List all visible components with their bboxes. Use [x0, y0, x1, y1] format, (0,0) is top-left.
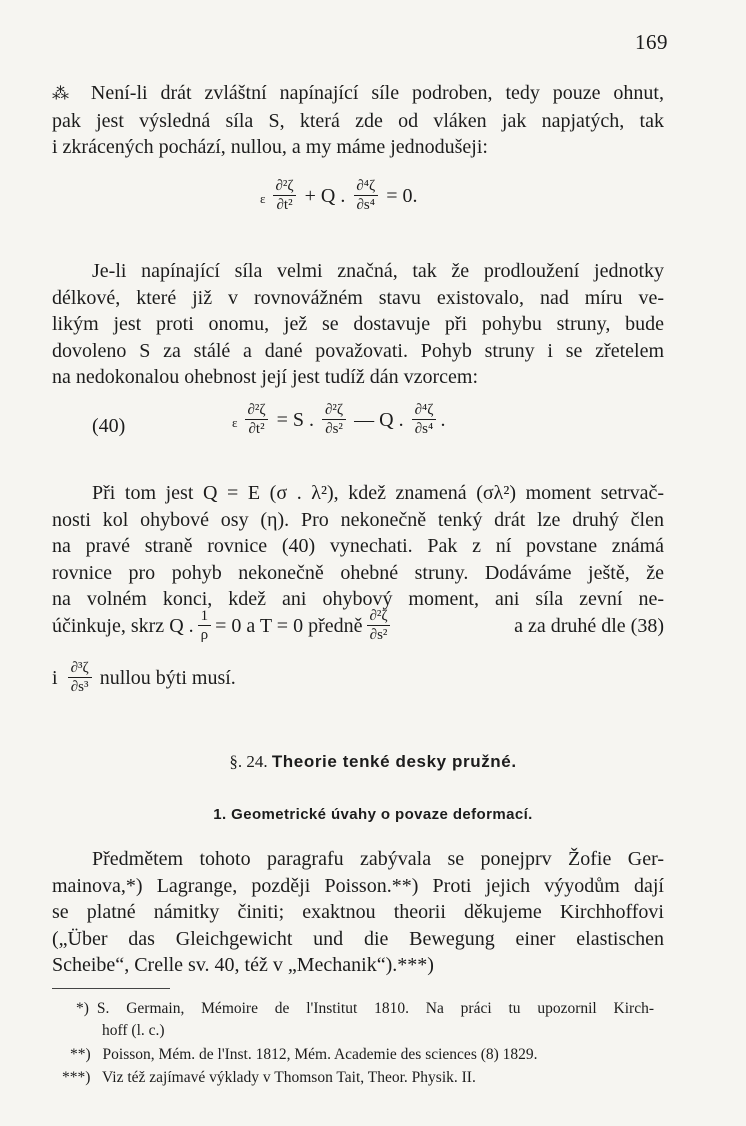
paragraph-1 — [52, 80, 664, 161]
fraction: $\frac{\text{∂²ζ}}{\text{∂s²}}$ — [366, 608, 390, 644]
paragraph-line: i zkrácených pochází, nullou, a my máme jednodušeji: — [52, 136, 488, 158]
footnote-1: *) S. Germain, Mémoire de l'Institut 1810. Na práci tu upozornil Kirch- — [76, 1000, 654, 1017]
paragraph-line: mainova,*) Lagrange, později Poisson.**) Proti jejich výyodům dají — [52, 874, 664, 897]
fraction: $\frac{\text{∂²ζ}}{\text{∂t²}}$ — [247, 402, 266, 437]
fraction: $\frac{\text{∂⁴ζ}}{\text{∂s⁴}}$ — [412, 402, 437, 438]
paragraph-line: ⁂ Není-li drát zvláštní napínající síle podroben, tedy pouze ohnut, — [52, 82, 664, 104]
paragraph-line-fractions: účinkuje, skrz Q . $\frac{1}{\rho}$ = 0 a T = 0 předně $\frac{\text{∂²ζ}}{\text{∂s²}}$ a za druhé dle (38) — [52, 608, 664, 643]
equation-label: (40) — [92, 415, 126, 437]
paragraph-line: likým jest proti onomu, jež se dostavuje při pohybu struny, bude — [52, 313, 664, 335]
fraction: $\frac{\text{∂⁴ζ}}{\text{∂s⁴}}$ — [353, 178, 378, 214]
fraction: $\frac{\text{∂²ζ}}{\text{∂s²}}$ — [322, 402, 346, 438]
subsection-heading: 1. Geometrické úvahy o povaze deformací. — [213, 806, 533, 823]
section-heading: §. 24. Theorie tenké desky pružné. — [229, 752, 517, 771]
equation-40: ε $\frac{\text{∂²ζ}}{\text{∂t²}}$ = S . $\frac{\text{∂²ζ}}{\text{∂s²}}$ — Q . $\frac{\text{∂⁴ζ}}{\text{∂s⁴}}$ . — [232, 402, 446, 437]
footnote-1-cont: hoff (l. c.) — [102, 1022, 165, 1039]
paragraph-line: Při tom jest Q = E (σ . λ²), kdež znamená (σλ²) moment setrvač- — [92, 482, 664, 504]
paragraph-4 — [52, 846, 664, 979]
paragraph-line: délkové, které již v rovnovážném stavu existovalo, nad míru ve- — [52, 286, 664, 309]
paragraph-3 — [52, 480, 664, 613]
page-number: 169 — [635, 30, 668, 54]
paragraph-line: („Über das Gleichgewicht und die Bewegung einer elastischen — [52, 927, 664, 950]
paragraph-line: nosti kol ohybové osy (η). Pro nekonečně tenký drát lze druhý člen — [52, 508, 664, 531]
paragraph-line: se platné námitky činiti; exaktnou theorii děkujeme Kirchhoffovi — [52, 901, 664, 923]
paragraph-line: rovnice pro pohyb nekonečně ohebné struny. Dodáváme ještě, že — [52, 561, 664, 584]
footnote-3: ***) Viz též zajímavé výklady v Thomson Tait, Theor. Physik. II. — [62, 1069, 476, 1086]
paragraph-2 — [52, 258, 664, 391]
footnote-divider — [52, 988, 170, 989]
paragraph-line-fractions: i $\frac{\text{∂³ζ}}{\text{∂s³}}$ nullou býti musí. — [52, 660, 236, 695]
section-mark: ⁂ — [52, 84, 77, 103]
paragraph-line: dovoleno S za stálé a dané považovati. Pohyb struny i se zřetelem — [52, 339, 664, 362]
paragraph-line: pak jest výsledná síla S, která zde od vláken jak napjatých, tak — [52, 109, 664, 132]
fraction: $\frac{\text{∂³ζ}}{\text{∂s³}}$ — [68, 660, 92, 696]
paragraph-line: Je-li napínající síla velmi značná, tak že prodloužení jednotky — [92, 260, 664, 282]
fraction: $\frac{1}{\rho}$ — [198, 608, 212, 644]
equation-1: ε $\frac{\text{∂²ζ}}{\text{∂t²}}$ + Q . $\frac{\text{∂⁴ζ}}{\text{∂s⁴}}$ = 0. — [260, 178, 418, 213]
paragraph-line: na volném konci, kdež ani ohybový moment, ani síla zevní ne- — [52, 588, 664, 610]
footnote-2: **) Poisson, Mém. de l'Inst. 1812, Mém. Academie des sciences (8) 1829. — [70, 1046, 538, 1063]
paragraph-line: Předmětem tohoto paragrafu zabývala se ponejprv Žofie Ger- — [92, 848, 664, 870]
paragraph-line: na pravé straně rovnice (40) vynechati. Pak z ní povstane známá — [52, 535, 664, 557]
paragraph-line: Scheibe“, Crelle sv. 40, též v „Mechanik“).***) — [52, 954, 434, 976]
fraction: $\frac{\text{∂²ζ}}{\text{∂t²}}$ — [275, 178, 294, 213]
paragraph-line: na nedokonalou ohebnost její jest tudíž dán vzorcem: — [52, 366, 478, 388]
